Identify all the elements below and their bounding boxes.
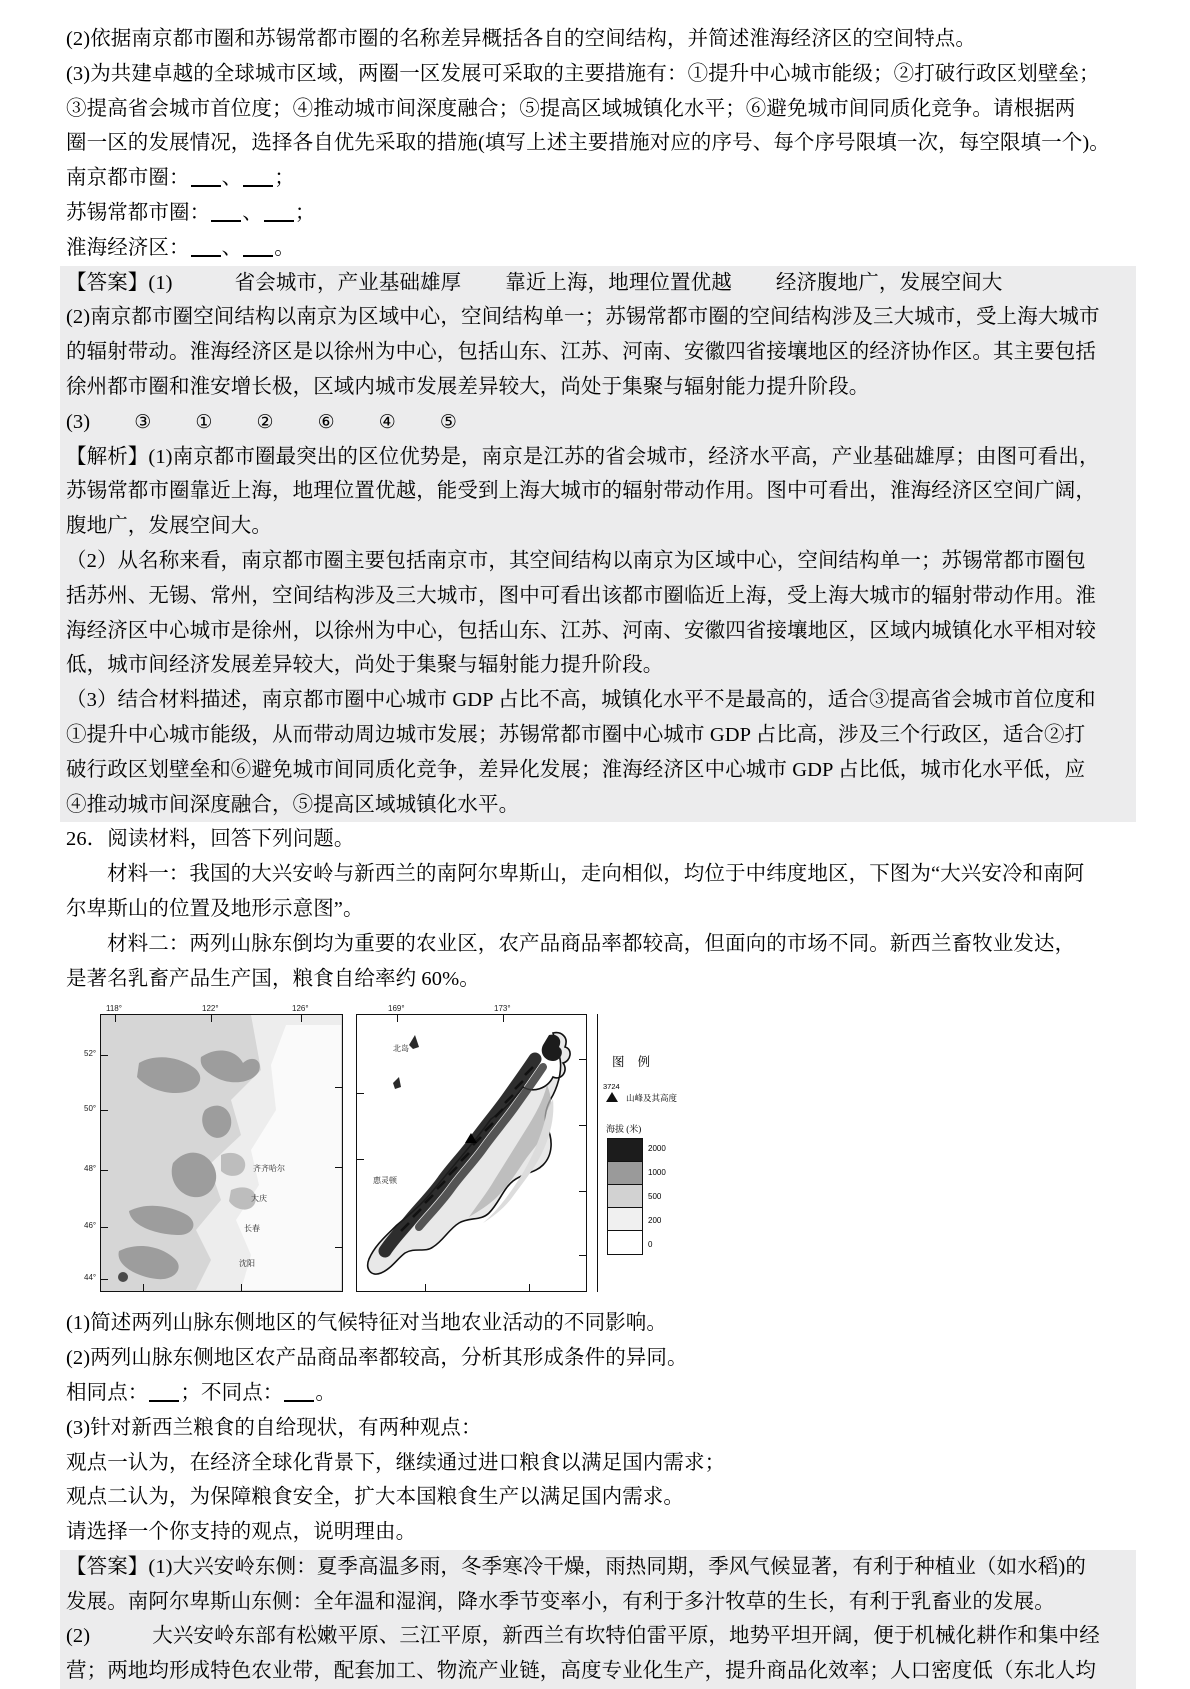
q26-answer-num2: (2) — [66, 1625, 91, 1648]
q25-answer-item1: 省会城市，产业基础雄厚 — [234, 271, 462, 294]
legend-elevation-label: 海拔 (米) — [606, 1124, 642, 1135]
q25-answer3-v5: ⑤ — [439, 410, 458, 433]
legend-swatch-4 — [608, 1231, 642, 1254]
q25-answer-num1: (1) — [148, 271, 173, 294]
lon-label-right-0: 169° — [388, 1004, 405, 1014]
q25-analysis-l1: 【解析】(1)南京都市圈最突出的区位优势是，南京是江苏的省会城市，经济水平高，产业基础雄厚；由图可看出， — [66, 445, 1100, 468]
legend-value-2: 500 — [648, 1192, 662, 1202]
lat-label-left-1: 50° — [84, 1104, 97, 1114]
q26-answer2-l1 — [66, 1619, 1130, 1654]
q25-answer3-v1: ① — [195, 410, 213, 433]
answer-tag: 【答案】 — [66, 271, 149, 294]
q25-blank-nanjing — [66, 161, 1130, 196]
legend-title: 图 例 — [612, 1055, 656, 1070]
q26-blank-same[interactable] — [149, 1400, 179, 1402]
q26-answer-block — [60, 1550, 1136, 1689]
q25-analysis-l9: ①提升中心城市能级，从而带动周边城市发展；苏锡常都市圈中心城市 GDP 占比高，涉及三个行政区，适合②打 — [66, 723, 1086, 746]
q25-blank-suxichang-label: 苏锡常都市圈： — [66, 201, 211, 224]
q25-sep-a: 、 — [221, 167, 243, 190]
q26-sub1: (1)简述两列山脉东侧地区的气候特征对当地农业活动的不同影响。 — [66, 1312, 668, 1335]
q25-answer-item3: 经济腹地广，发展空间大 — [775, 271, 1003, 294]
q25-analysis-l6: 海经济区中心城市是徐州，以徐州为中心，包括山东、江苏、河南、安徽四省接壤地区，区域内城镇化水平相对较 — [66, 619, 1096, 642]
q26-answer1-l1: 【答案】(1)大兴安岭东侧：夏季高温多雨，冬季寒冷干燥，雨热同期，季风气候显著，有利于种植业（如水稻)的 — [66, 1555, 1086, 1578]
city-label-north-island: 北岛 — [393, 1044, 409, 1054]
q26-view2: 观点二认为，为保障粮食安全，扩大本国粮食生产以满足国内需求。 — [66, 1486, 684, 1509]
q26-view1: 观点一认为，在经济全球化背景下，继续通过进口粮食以满足国内需求； — [66, 1451, 726, 1474]
q25-part3-line3: 圈一区的发展情况，选择各自优先采取的措施(填写上述主要措施对应的序号、每个序号限填一次，每空限填一个)。 — [66, 132, 1110, 155]
legend-value-1: 1000 — [648, 1168, 666, 1178]
lon-label-left-1: 122° — [202, 1004, 219, 1014]
q25-analysis-l10: 破行政区划壁垒和⑥避免城市间同质化竞争，差异化发展；淮海经济区中心城市 GDP 占比低，城市化水平低，应 — [66, 758, 1086, 781]
q26-diff-label: ；不同点： — [180, 1381, 284, 1404]
q25-blank-huaihai-label: 淮海经济区： — [66, 236, 190, 259]
q25-blank-huaihai-tail: 。 — [274, 236, 295, 259]
legend-swatch-2 — [608, 1185, 642, 1208]
q25-answer-line1 — [66, 266, 1130, 301]
q25-blank-nanjing-tail: ； — [274, 167, 295, 190]
map-greater-khingan — [100, 1014, 343, 1292]
peak-triangle-icon — [606, 1092, 618, 1102]
map-new-zealand — [356, 1014, 587, 1292]
lon-label-left-0: 118° — [106, 1004, 122, 1014]
legend-swatch-1 — [608, 1162, 642, 1185]
legend-swatch-0 — [608, 1139, 642, 1162]
lat-label-left-2: 48° — [84, 1164, 97, 1174]
q26-answer2-l2: 营；两地均形成特色农业带，配套加工、物流产业链，高度专业化生产，提升商品化效率；人口密度低（东北人均 — [66, 1660, 1096, 1683]
nz-terrain-svg — [357, 1015, 585, 1290]
lat-label-left-4: 44° — [84, 1273, 97, 1283]
city-label-daqing: 大庆 — [251, 1194, 267, 1204]
city-label-shenyang: 沈阳 — [239, 1259, 255, 1269]
lon-label-left-2: 126° — [292, 1004, 309, 1014]
q25-analysis-l3: 腹地广，发展空间大。 — [66, 515, 272, 538]
city-label-qiqihaer: 齐齐哈尔 — [253, 1164, 285, 1174]
q25-answer3-v2: ② — [256, 410, 274, 433]
legend-elevation-scale — [607, 1138, 643, 1255]
q25-answer2-l3: 徐州都市圈和淮安增长极，区域内城市发展差异较大，尚处于集聚与辐射能力提升阶段。 — [66, 375, 870, 398]
city-label-changchun: 长春 — [244, 1224, 260, 1234]
q26-material1-l1: 材料一：我国的大兴安岭与新西兰的南阿尔卑斯山，走向相似，均位于中纬度地区，下图为“大兴安冷和南阿 — [107, 863, 1085, 886]
q25-sep-b: 、 — [242, 201, 263, 224]
legend-peak-value: 3724 — [603, 1082, 620, 1092]
q25-answer-num3: (3) — [66, 410, 91, 433]
q25-blank-huaihai-1[interactable] — [191, 255, 221, 257]
city-label-wellington: 惠灵顿 — [373, 1176, 397, 1186]
q26-sub3: (3)针对新西兰粮食的自给现状，有两种观点： — [66, 1416, 482, 1439]
q26-heading: 26．阅读材料，回答下列问题。 — [66, 828, 355, 851]
q25-blank-huaihai — [66, 231, 1130, 266]
q25-part3-line2: ③提高省会城市首位度；④推动城市间深度融合；⑤提高区域城镇化水平；⑥避免城市间同质化竞争。请根据两 — [66, 97, 1076, 120]
khingan-terrain-svg — [101, 1015, 341, 1290]
q26-answer2-text: 大兴安岭东部有松嫩平原、三江平原，新西兰有坎特伯雷平原，地势平坦开阔，便于机械化耕作和集中经 — [152, 1625, 1100, 1648]
q25-answer3-v4: ④ — [378, 410, 396, 433]
legend-swatch-3 — [608, 1208, 642, 1231]
q26-answer1-l2: 发展。南阿尔卑斯山东侧：全年温和湿润，降水季节变率小，有利于多汁牧草的生长，有利于乳畜业的发展。 — [66, 1590, 1055, 1613]
q25-part2: (2)依据南京都市圈和苏锡常都市圈的名称差异概括各自的空间结构，并简述淮海经济区的空间特点。 — [66, 28, 977, 50]
q25-answer3 — [66, 405, 1130, 440]
q25-analysis-l5: 括苏州、无锡、常州，空间结构涉及三大城市，图中可看出该都市圈临近上海，受上海大城市的辐射带动作用。淮 — [66, 584, 1096, 607]
q26-sub2: (2)两列山脉东侧地区农产品商品率都较高，分析其形成条件的异同。 — [66, 1347, 688, 1370]
legend-value-3: 200 — [648, 1216, 662, 1226]
q25-analysis-l8: （3）结合材料描述，南京都市圈中心城市 GDP 占比不高，城镇化水平不是最高的，适合③提高省会城市首位度和 — [66, 689, 1096, 712]
q25-analysis-l4: （2）从名称来看，南京都市圈主要包括南京市，其空间结构以南京为区域中心，空间结构单一；苏锡常都市圈包 — [66, 549, 1086, 572]
lat-label-left-0: 52° — [84, 1049, 97, 1059]
q25-blank-suxichang-tail: ； — [294, 201, 316, 224]
legend-peak-label: 山峰及其高度 — [626, 1093, 678, 1104]
q25-blank-suxichang — [66, 196, 1130, 231]
legend-value-0: 2000 — [648, 1144, 666, 1154]
legend-value-4: 0 — [648, 1240, 653, 1250]
q26-prompt: 请选择一个你支持的观点，说明理由。 — [66, 1521, 417, 1544]
q26-material1-l2: 尔卑斯山的位置及地形示意图”。 — [66, 897, 364, 920]
q26-material2-l1: 材料二：两列山脉东倒均为重要的农业区，农产品商品率都较高，但面向的市场不同。新西兰畜牧业发达， — [107, 932, 1076, 955]
q25-blank-nanjing-label: 南京都市圈： — [66, 167, 190, 190]
figure-container — [66, 1002, 1130, 1302]
q25-answer-block — [60, 266, 1136, 823]
q25-blank-suxichang-2[interactable] — [264, 220, 294, 222]
q25-answer2-l2: 的辐射带动。淮海经济区是以徐州为中心，包括山东、江苏、河南、安徽四省接壤地区的经济协作区。其主要包括 — [66, 341, 1096, 364]
q26-blank-diff[interactable] — [284, 1400, 314, 1402]
q25-sep-c: 、 — [221, 236, 243, 259]
map-legend — [597, 1014, 678, 1292]
q26-sub2-blanks — [66, 1376, 1130, 1411]
q25-part3-line1: (3)为共建卓越的全球城市区域，两圈一区发展可采取的主要措施有：①提升中心城市能级；②打破行政区划壁垒； — [66, 62, 1100, 85]
q25-analysis-l7: 低，城市间经济发展差异较大，尚处于集聚与辐射能力提升阶段。 — [66, 654, 664, 677]
lon-label-right-1: 173° — [494, 1004, 511, 1014]
q25-answer3-v3: ⑥ — [317, 410, 335, 433]
q25-blank-nanjing-1[interactable] — [191, 185, 221, 187]
q25-answer2-l1: (2)南京都市圈空间结构以南京为区域中心，空间结构单一；苏锡常都市圈的空间结构涉及三大城市，受上海大城市 — [66, 306, 1100, 329]
q25-blank-huaihai-2[interactable] — [243, 255, 273, 257]
q25-answer-item2: 靠近上海，地理位置优越 — [505, 271, 732, 294]
map-figure — [84, 1002, 678, 1302]
q25-blank-nanjing-2[interactable] — [243, 185, 273, 187]
q26-same-label: 相同点： — [66, 1381, 149, 1404]
lat-label-left-3: 46° — [84, 1221, 97, 1231]
q25-analysis-l2: 苏锡常都市圈靠近上海，地理位置优越，能受到上海大城市的辐射带动作用。图中可看出，淮海经济区空间广阔， — [66, 480, 1096, 503]
q26-blank-end: 。 — [315, 1381, 337, 1404]
q26-material2-l2: 是著名乳畜产品生产国，粮食自给率约 60%。 — [66, 967, 480, 990]
q25-analysis-l11: ④推动城市间深度融合，⑤提高区域城镇化水平。 — [66, 793, 520, 816]
q25-answer3-v0: ③ — [134, 410, 152, 433]
q25-blank-suxichang-1[interactable] — [211, 220, 241, 222]
